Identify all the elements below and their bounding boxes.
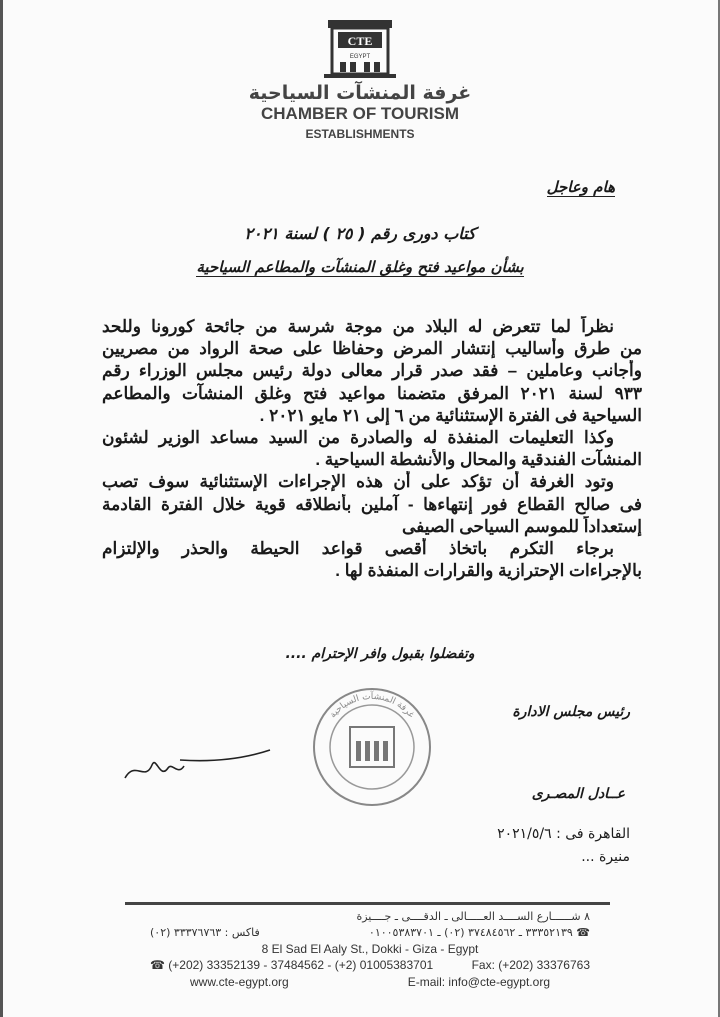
footer-address-arabic: ٨ شــــــارع الســــد العـــــالى ـ الدقــــى ـ جــــيزة xyxy=(356,910,590,923)
footer-website: www.cte-egypt.org xyxy=(190,975,289,989)
svg-text:CTE: CTE xyxy=(347,34,373,48)
closing-salutation: وتفضلوا بقبول وافر الإحترام .... xyxy=(285,646,475,662)
footer-email: E-mail: info@cte-egypt.org xyxy=(407,975,550,989)
date-line: القاهرة فى : ٢٠٢١/٥/٦ xyxy=(497,826,630,842)
svg-text:EGYPT: EGYPT xyxy=(349,54,371,60)
footer-phones-arabic: ☎ ٣٣٣٥٢١٣٩ ـ ٣٧٤٨٤٥٦٢ (٠٢) ـ ٠١٠٠٥٣٨٣٧٠١ xyxy=(368,926,590,939)
body-line: وتود الغرفة أن تؤكد على أن هذه الإجراءات الإستثنائية سوف تصب xyxy=(102,472,614,492)
body-line: إستعداداً للموسم السياحى الصيفى xyxy=(402,516,642,536)
scan-edge-left xyxy=(0,0,3,1017)
footer-address-english: 8 El Sad El Aaly St., Dokki - Giza - Egypt xyxy=(261,942,479,956)
letter-body xyxy=(102,316,642,582)
body-line: بالإجراءات الإحترازية والقرارات المنفذة لها . xyxy=(335,561,642,581)
body-line: السياحية فى الفترة الإستثنائية من ٦ إلى ٢١ مايو ٢٠٢١ . xyxy=(259,405,642,425)
svg-text:غرفة المنشآت السياحية: غرفة المنشآت السياحية xyxy=(328,691,416,721)
body-line: وأجانب وعاملين – فقد صدر قرار معالى دولة رئيس مجلس الوزراء رقم xyxy=(102,361,642,381)
footer-contacts-arabic xyxy=(150,926,590,939)
footer-web xyxy=(150,975,590,989)
body-line: ٩٣٣ لسنة ٢٠٢١ المرفق متضمنا مواعيد فتح وغلق المنشآت والمطاعم xyxy=(102,383,642,403)
body-line: نظراً لما تتعرض له البلاد من موجة شرسة من جائحة كورونا وللحد xyxy=(102,317,614,336)
body-line: وكذا التعليمات المنفذة له والصادرة من السيد مساعد الوزير لشئون xyxy=(102,427,614,447)
sender-initials: منيرة ... xyxy=(581,849,630,865)
body-line: برجاء التكرم باتخاذ أقصى قواعد الحيطة والحذر والإلتزام xyxy=(102,538,614,558)
org-name-arabic: غرفة المنشآت السياحية xyxy=(248,82,472,104)
org-name-english: CHAMBER OF TOURISM xyxy=(260,104,459,123)
footer-fax-english: Fax: (+202) 33376763 xyxy=(471,958,590,972)
handwritten-signature xyxy=(120,740,280,789)
circular-subject xyxy=(150,258,570,276)
cte-logo xyxy=(300,18,420,84)
footer-fax-arabic: فاكس : ٣٣٣٧٦٧٦٣ (٠٢) xyxy=(150,926,260,939)
circular-title: كتاب دورى رقم ( ٢٥ ) لسنة ٢٠٢١ xyxy=(244,224,476,243)
body-line: من طرق وأساليب إنتشار المرض وحفاظا على صحة الرواد من مصريين xyxy=(102,339,642,359)
official-stamp xyxy=(310,685,435,814)
footer-phones-english: ☎ (+202) 33352139 - 37484562 - (+2) 01005383701 xyxy=(150,958,434,972)
org-name-english-2: ESTABLISHMENTS xyxy=(305,127,415,141)
footer-contacts-english xyxy=(150,958,590,972)
body-line: فى صالح القطاع فور إنتهاءها - آملين بأنطلاقه قوية خلال الفترة القادمة xyxy=(102,494,642,514)
signatory-title: رئيس مجلس الادارة xyxy=(512,704,630,720)
subject-text: بشأن مواعيد فتح وغلق المنشآت والمطاعم السياحية xyxy=(196,258,524,276)
body-line: المنشآت الفندقية والمحال والأنشطة السياحية . xyxy=(315,450,642,470)
footer-divider xyxy=(125,902,610,905)
urgency-label: هام وعاجل xyxy=(546,178,615,196)
signatory-name: عــادل المصـرى xyxy=(531,786,625,802)
